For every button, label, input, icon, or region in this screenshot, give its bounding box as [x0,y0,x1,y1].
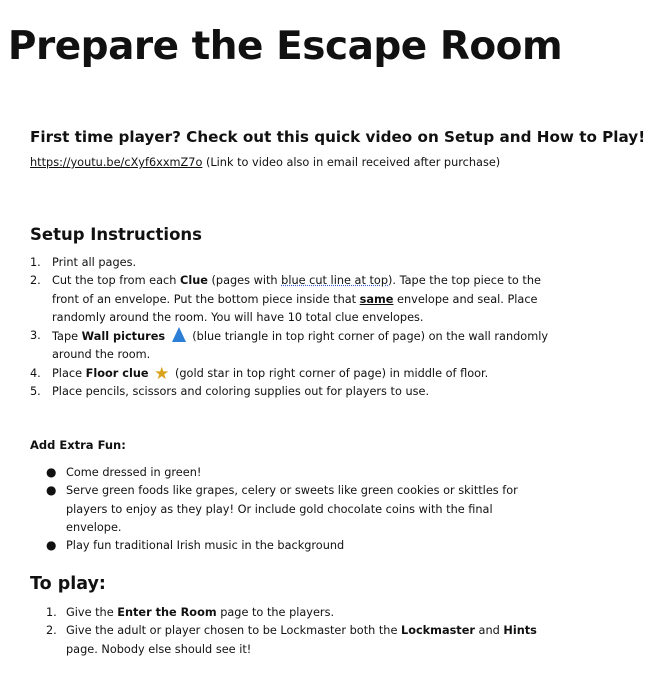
video-link[interactable]: https://youtu.be/cXyf6xxmZ7o [30,156,203,169]
list-item [30,383,552,401]
item-text: (blue triangle in top right corner of page) on the wall randomly around the room. [52,330,549,362]
gold-star-icon: ★ [154,363,170,384]
dotted-underlined-text: blue cut line at top [281,274,388,288]
page-title: Prepare the Escape Room [7,24,563,69]
item-number: 1. [30,256,41,269]
item-number: 2. [30,274,41,288]
item-number: 4. [30,366,41,380]
item-text: Place [52,366,86,380]
item-text: Give the [66,606,118,619]
first-time-heading: First time player? Check out this quick video on Setup and How to Play! [30,128,645,146]
item-text: Serve green foods like grapes, celery or sweets like green cookies or skittles for players to enjoy as they play! Or include gold chocolate coins with the final envelope. [66,484,518,534]
list-item [46,482,546,537]
bold-term: Hints [503,624,537,638]
bold-term: Wall pictures [81,330,166,344]
blue-triangle-icon [172,327,186,342]
list-item [30,327,552,365]
extra-fun-heading: Add Extra Fun: [30,438,126,452]
bold-term: Lockmaster [401,624,475,638]
bold-term: Clue [180,274,208,288]
bold-term: Enter the Room [117,606,217,619]
item-text: Come dressed in green! [66,466,202,479]
list-item [30,254,552,272]
bold-underlined-term: same [359,292,394,306]
item-text: Give the adult or player chosen to be Lockmaster both the [66,624,402,638]
item-text: Tape [52,330,82,344]
item-number: 1. [46,606,57,619]
setup-list [30,254,552,401]
bullet-icon: ● [46,465,57,479]
item-text: (pages with [207,274,282,288]
list-item [46,622,546,659]
item-text: envelope and seal. Place randomly around the room. You will have 10 total clue envelopes. [52,292,538,324]
video-link-line [30,156,500,169]
item-text: ). Tape the top piece to the front of an envelope. Put the bottom piece inside that [52,274,541,306]
video-link-note: (Link to video also in email received after purchase) [202,156,501,169]
item-text: page. Nobody else should see it! [66,642,252,656]
list-item [30,363,552,384]
item-text: Cut the top from each [52,274,181,288]
to-play-heading: To play: [30,574,106,594]
setup-heading: Setup Instructions [30,225,202,244]
bold-term: Floor clue [85,366,149,380]
extra-fun-list [46,464,546,555]
list-item [46,537,546,555]
item-number: 5. [30,385,41,399]
item-text: Place pencils, scissors and coloring supplies out for players to use. [52,385,430,399]
bullet-icon: ● [46,538,57,553]
list-item [46,604,546,622]
item-number: 2. [46,624,57,638]
item-text: and [474,624,504,638]
item-text: Play fun traditional Irish music in the background [66,539,345,553]
item-text: page to the players. [216,606,335,619]
to-play-list [46,604,546,659]
list-item [30,272,552,327]
item-number: 3. [30,329,41,343]
list-item [46,464,546,482]
item-text: (gold star in top right corner of page) in middle of floor. [171,366,489,380]
bullet-icon: ● [46,483,57,498]
item-text: Print all pages. [52,256,137,269]
